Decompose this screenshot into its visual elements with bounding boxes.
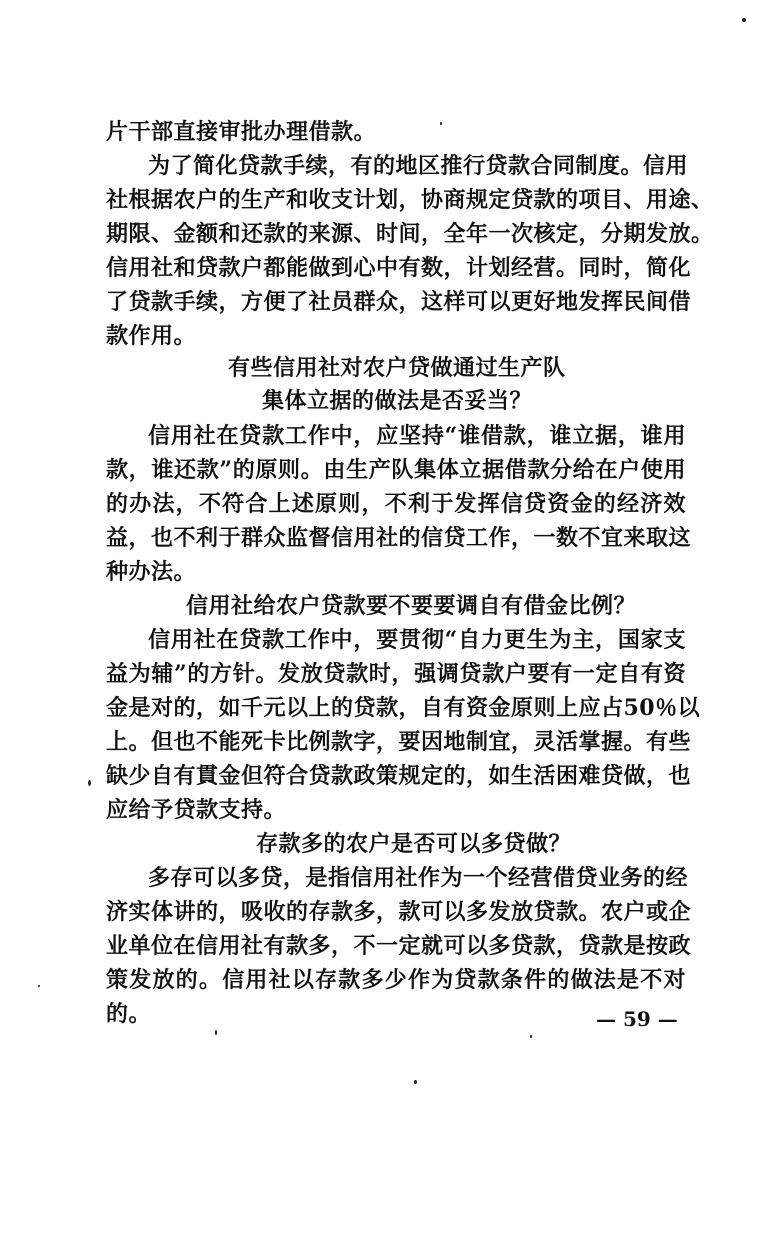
section-heading: 存款多的农户是否可以多贷做？ xyxy=(256,831,572,857)
scan-speck xyxy=(38,985,40,987)
text-line: 款，谁还款”的原则。由生产队集体立据借款分给在户使用 xyxy=(106,457,686,483)
text-line: 的。 xyxy=(106,1001,152,1027)
section-heading: 信用社给农户贷款要不要要调自有借金比例？ xyxy=(186,593,637,619)
text-line: 款作用。 xyxy=(106,323,197,349)
section-heading: 有些信用社对农户贷做通过生产队 xyxy=(228,355,566,381)
text-line: 济实体讲的，吸收的存款多，款可以多发放贷款。农户或企 xyxy=(106,899,692,925)
scan-speck xyxy=(88,780,91,786)
text-line: 的办法，不符合上述原则，不利于发挥信贷资金的经济效 xyxy=(106,491,686,517)
page-number: — 59 — xyxy=(596,1007,678,1031)
text-line: 缺少自有貫金但符合贷款政策规定的，如生活困难贷做，也 xyxy=(106,763,692,789)
text-line: 益为辅”的方针。发放贷款时，强调贷款户要有一定自有资 xyxy=(106,661,686,687)
text-line: 多存可以多贷，是指信用社作为一个经营借贷业务的经 xyxy=(148,865,689,891)
scan-speck xyxy=(215,1030,217,1035)
text-line: 金是对的，如千元以上的贷款，自有资金原则上应占50％以 xyxy=(106,695,701,721)
text-line: 了贷款手续，方便了社员群众，这样可以更好地发挥民间借 xyxy=(106,289,692,315)
text-line: 业单位在信用社有款多，不一定就可以多贷款，贷款是按政 xyxy=(106,933,692,959)
scan-speck xyxy=(414,1080,417,1084)
text-line: 片干部直接审批办理借款。 xyxy=(106,119,377,145)
text-line: 上。但也不能死卡比例款字，要因地制宜，灵活掌握。有些 xyxy=(106,729,692,755)
text-line: 为了简化贷款手续，有的地区推行贷款合同制度。信用 xyxy=(148,153,689,179)
text-line: 社根据农户的生产和收支计划，协商规定贷款的项目、用途、 xyxy=(106,187,714,213)
text-line: 种办法。 xyxy=(106,559,197,585)
text-line: 应给予贷款支持。 xyxy=(106,797,287,823)
scan-speck xyxy=(742,18,746,22)
text-line: 益，也不利于群众监督信用社的信贷工作，一数不宜来取这 xyxy=(106,525,692,551)
text-line: 信用社在贷款工作中，要贯彻“自力更生为主，国家支 xyxy=(148,627,686,653)
text-line: 信用社在贷款工作中，应坚持“谁借款，谁立据，谁用 xyxy=(148,423,686,449)
scan-speck xyxy=(530,1035,532,1038)
section-heading: 集体立据的做法是否妥当？ xyxy=(262,388,533,414)
text-line: 信用社和贷款户都能做到心中有数，计划经营。同时，简化 xyxy=(106,255,692,281)
text-line: 策发放的。信用社以存款多少作为贷款条件的做法是不对 xyxy=(106,967,686,993)
scan-speck xyxy=(440,122,442,125)
text-line: 期限、金额和还款的来源、时间，全年一次核定，分期发放。 xyxy=(106,221,714,247)
